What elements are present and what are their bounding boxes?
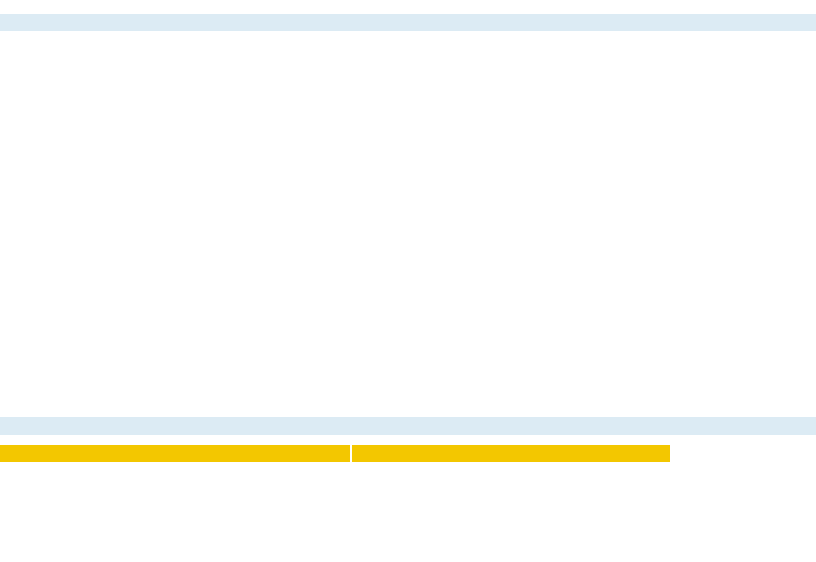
header-conjunctive-word — [352, 445, 670, 462]
section-heading — [0, 14, 816, 31]
header-conjunction — [0, 445, 350, 462]
top-conjunction-list — [0, 0, 816, 14]
comparison-header-row — [0, 445, 670, 462]
comparison-table — [0, 445, 670, 474]
difficulty-note — [0, 417, 816, 435]
